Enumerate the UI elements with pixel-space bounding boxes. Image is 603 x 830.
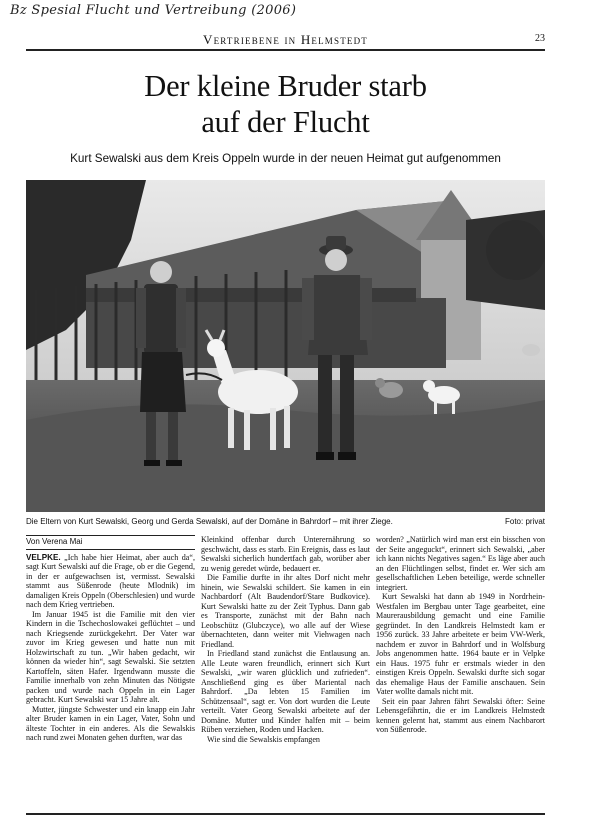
caption-text: Die Eltern von Kurt Sewalski, Georg und Gerda Sewalski, auf der Domäne in Bahrdorf – mit ihrer Ziege. xyxy=(26,517,393,526)
paragraph: worden? „Natürlich wird man erst ein bisschen von der Seite angeguckt“, erinnert sich Sewalski, „aber ich kann nichts Negatives sagen.“ Es läge aber auch an den Flüchtlingen selbst, findet er. Wer sich am gesellschaftlichen Leben beteilige, werde schneller integriert. xyxy=(376,535,545,592)
photo-illustration xyxy=(26,180,545,512)
photo-credit: Foto: privat xyxy=(504,517,545,526)
section-title: Vertriebene in Helmstedt xyxy=(202,32,369,47)
headline-line-2: auf der Flucht xyxy=(201,105,370,139)
footer-rule xyxy=(26,813,545,815)
running-header xyxy=(26,31,545,51)
headline-line-1: Der kleine Bruder starb xyxy=(144,69,427,103)
article-body xyxy=(26,535,545,744)
handwritten-note: Bz Spesial Flucht und Vertreibung (2006) xyxy=(10,3,297,18)
article-column-3 xyxy=(376,535,545,744)
subheadline: Kurt Sewalski aus dem Kreis Oppeln wurde in der neuen Heimat gut aufgenommen xyxy=(70,152,501,165)
paragraph xyxy=(26,553,195,610)
paragraph: Im Januar 1945 ist die Familie mit den vier Kindern in die Tschechoslowakei geflüchtet – und nach Kriegsende zurückgekehrt. Der Vater war zuvor im Krieg gewesen und hatte nun mit Holzwirtschaft zu tun. „Wir haben gedacht, wir können da wieder hin“, sagt Sewalski. Sie setzten Kartoffeln, säten Hafer. Irgendwann musste die Familie innerhalb von zehn Minuten das Nötigste packen und wurde nach Oppeln in ein Lager gebracht. Kurt Sewalski war 15 Jahre alt. xyxy=(26,609,195,704)
byline: Von Verena Mai xyxy=(26,535,195,550)
article-column-2 xyxy=(201,535,370,744)
article-column-1 xyxy=(26,535,195,744)
dateline: VELPKE. xyxy=(26,552,61,562)
page-number: 23 xyxy=(535,33,545,44)
paragraph: Wie sind die Sewalskis empfangen xyxy=(207,734,320,744)
photo-caption xyxy=(26,516,545,527)
paragraph: Seit ein paar Jahren fährt Sewalski öfter: Seine Lebensgefährtin, die er im Landkreis Helmstedt kennen gelernt hat, stammt aus einem Nachbarort von Süßenrode. xyxy=(376,696,545,734)
paragraph: In Friedland stand zunächst die Entlausung an. Alle Leute waren freundlich, erinnert sich Kurt Sewalski, „wir waren glücklich und zufrieden“. Anschließend ging es über Mariental nach Bahrdorf. „Da lebten 15 Familien im Schützensaal“, sagt er. Von dort wurden die Leute verteilt. Vater Georg Sewalski arbeitete auf der Domäne. Mutter und Kinder halfen mit – beim Rüben verziehen, Roden und Hacken. xyxy=(201,649,370,734)
paragraph: Die Familie durfte in ihr altes Dorf nicht mehr hinein, wie Sewalski schildert. Sie kamen in ein Nachbardorf (Alt Baudendorf/Stare Budkovice). Kurt Sewalski hatte zu der Zeit Typhus. Dann gab es Transporte, zunächst mit der Bahn nach Leobschütz (Glubczyce), wo alle auf der Wiese übernachteten, dann weiter mit Viehwagen nach Friedland. xyxy=(201,573,370,649)
paragraph: Kleinkind offenbar durch Unterernährung so geschwächt, dass es starb. Ein Ereignis, dass es laut Sewalski sicherlich hundertfach gab, worüber aber zu wenig geredet würde, bedauert er. xyxy=(201,535,370,573)
paragraph: Kurt Sewalski hat dann ab 1949 in Nordrhein-Westfalen im Bergbau unter Tage gearbeitet, eine Maurerausbildung gemacht und eine Familie gegründet. In den Landkreis Helmstedt kam er 1956 zurück. 33 Jahre arbeitete er beim VW-Werk, nachdem er zuvor in Bahrdorf und in Wolfsburg Jobs angenommen hatte. 1964 baute er in Velpke ein Haus. 1975 fuhr er erstmals wieder in den einstigen Kreis Oppeln. Sewalski durfte sich sogar das ehemalige Haus der Familie anschauen. Sein Vater wollte damals nicht mit. xyxy=(376,592,545,696)
headline xyxy=(26,68,545,140)
article-photo xyxy=(26,180,545,512)
paragraph: Mutter, jüngste Schwester und ein knapp ein Jahr alter Bruder kamen in ein Lager, Vater, Sohn und älteste Tochter in ein anderes. Als die Sewalskis nach rund zwei Monaten gehen durften, war das xyxy=(26,704,195,742)
paragraph-text: „Ich habe hier Heimat, aber auch da“, sagt Kurt Sewalski auf die Frage, ob er die Gegend, in der er aufgewachsen ist, vermisst. Sewalski stammt aus Süßenrode (heute Mlodnik) im damaligen Kreis Oppeln (Oberschlesien) und wurde nach dem Krieg vertrieben. xyxy=(26,552,195,609)
